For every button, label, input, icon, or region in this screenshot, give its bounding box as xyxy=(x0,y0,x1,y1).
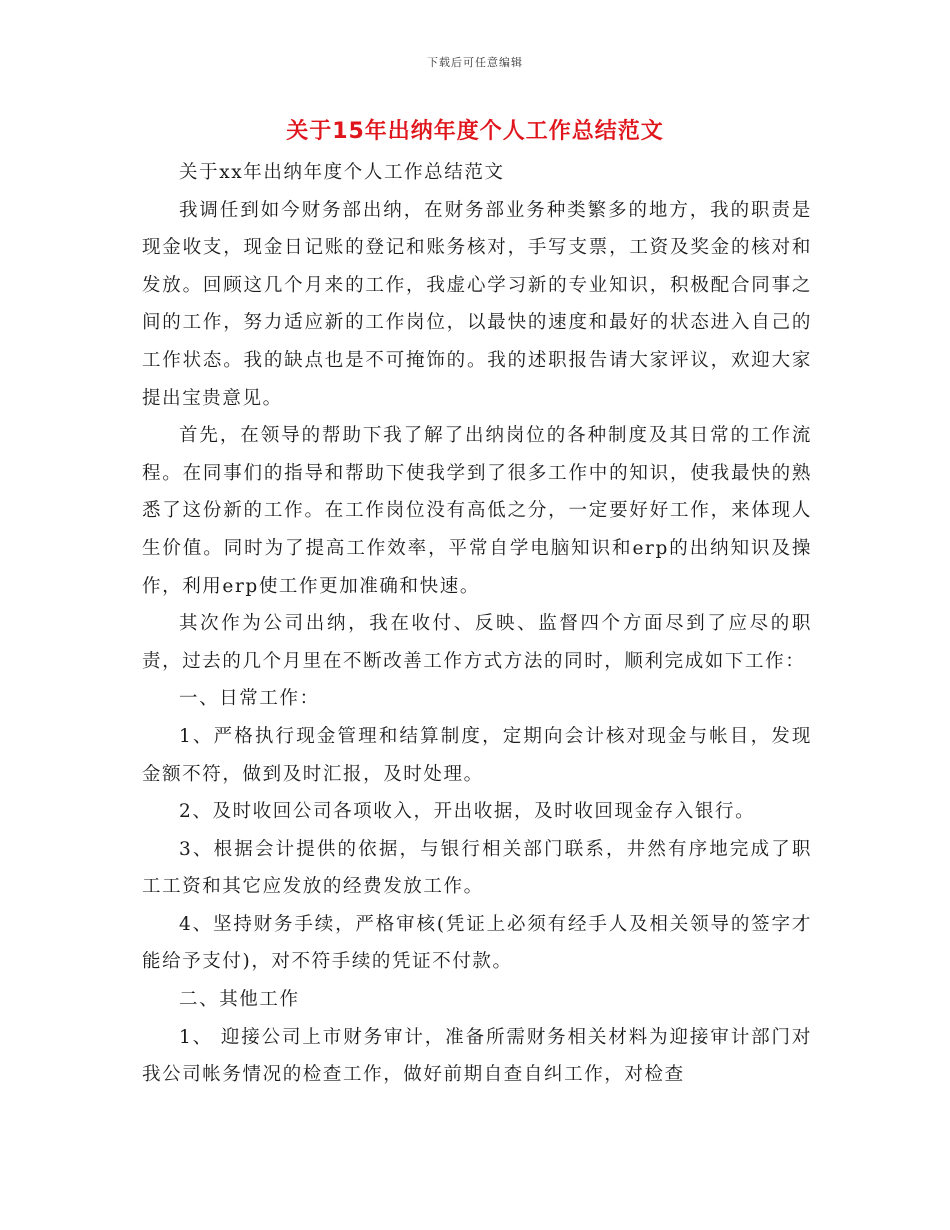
section-heading-daily-work: 一、日常工作： xyxy=(179,688,320,710)
list-item-2: 2、及时收回公司各项收入，开出收据，及时收回现金存入银行。 xyxy=(179,801,756,823)
paragraph-second: 其次作为公司出纳，我在收付、反映、监督四个方面尽到了应尽的职责，过去的几个月里在不断改善工作方式方法的同时，顺利完成如下工作： xyxy=(142,613,812,672)
document-body xyxy=(142,154,812,1094)
header-note: 下载后可任意编辑 xyxy=(427,56,523,69)
document-title: 关于15年出纳年度个人工作总结范文 xyxy=(286,119,664,144)
list-item-3: 3、根据会计提供的依据，与银行相关部门联系，井然有序地完成了职工工资和其它应发放的经费发放工作。 xyxy=(142,838,812,898)
other-list-item-1: 1、 迎接公司上市财务审计，准备所需财务相关材料为迎接审计部门对我公司帐务情况的检查工作，做好前期自查自纠工作，对检查 xyxy=(142,1026,812,1086)
list-item-4: 4、坚持财务手续，严格审核(凭证上必须有经手人及相关领导的签字才能给予支付)，对不符手续的凭证不付款。 xyxy=(142,913,812,973)
list-item-1: 1、严格执行现金管理和结算制度，定期向会计核对现金与帐目，发现金额不符，做到及时汇报，及时处理。 xyxy=(142,725,812,785)
paragraph-subtitle: 关于xx年出纳年度个人工作总结范文 xyxy=(179,162,505,183)
paragraph-first: 首先，在领导的帮助下我了解了出纳岗位的各种制度及其日常的工作流程。在同事们的指导和帮助下使我学到了很多工作中的知识，使我最快的熟悉了这份新的工作。在工作岗位没有高低之分，一定要好好工作，来体现人生价值。同时为了提高工作效率，平常自学电脑知识和erp的出纳知识及操作，利用erp使工作更加准确和快速。 xyxy=(142,425,812,597)
paragraph-intro: 我调任到如今财务部出纳，在财务部业务种类繁多的地方，我的职责是现金收支，现金日记账的登记和账务核对，手写支票，工资及奖金的核对和发放。回顾这几个月来的工作，我虚心学习新的专业知识，积极配合同事之间的工作，努力适应新的工作岗位，以最快的速度和最好的状态进入自己的工作状态。我的缺点也是不可掩饰的。我的述职报告请大家评议，欢迎大家提出宝贵意见。 xyxy=(142,199,812,409)
section-heading-other-work: 二、其他工作 xyxy=(179,989,300,1011)
